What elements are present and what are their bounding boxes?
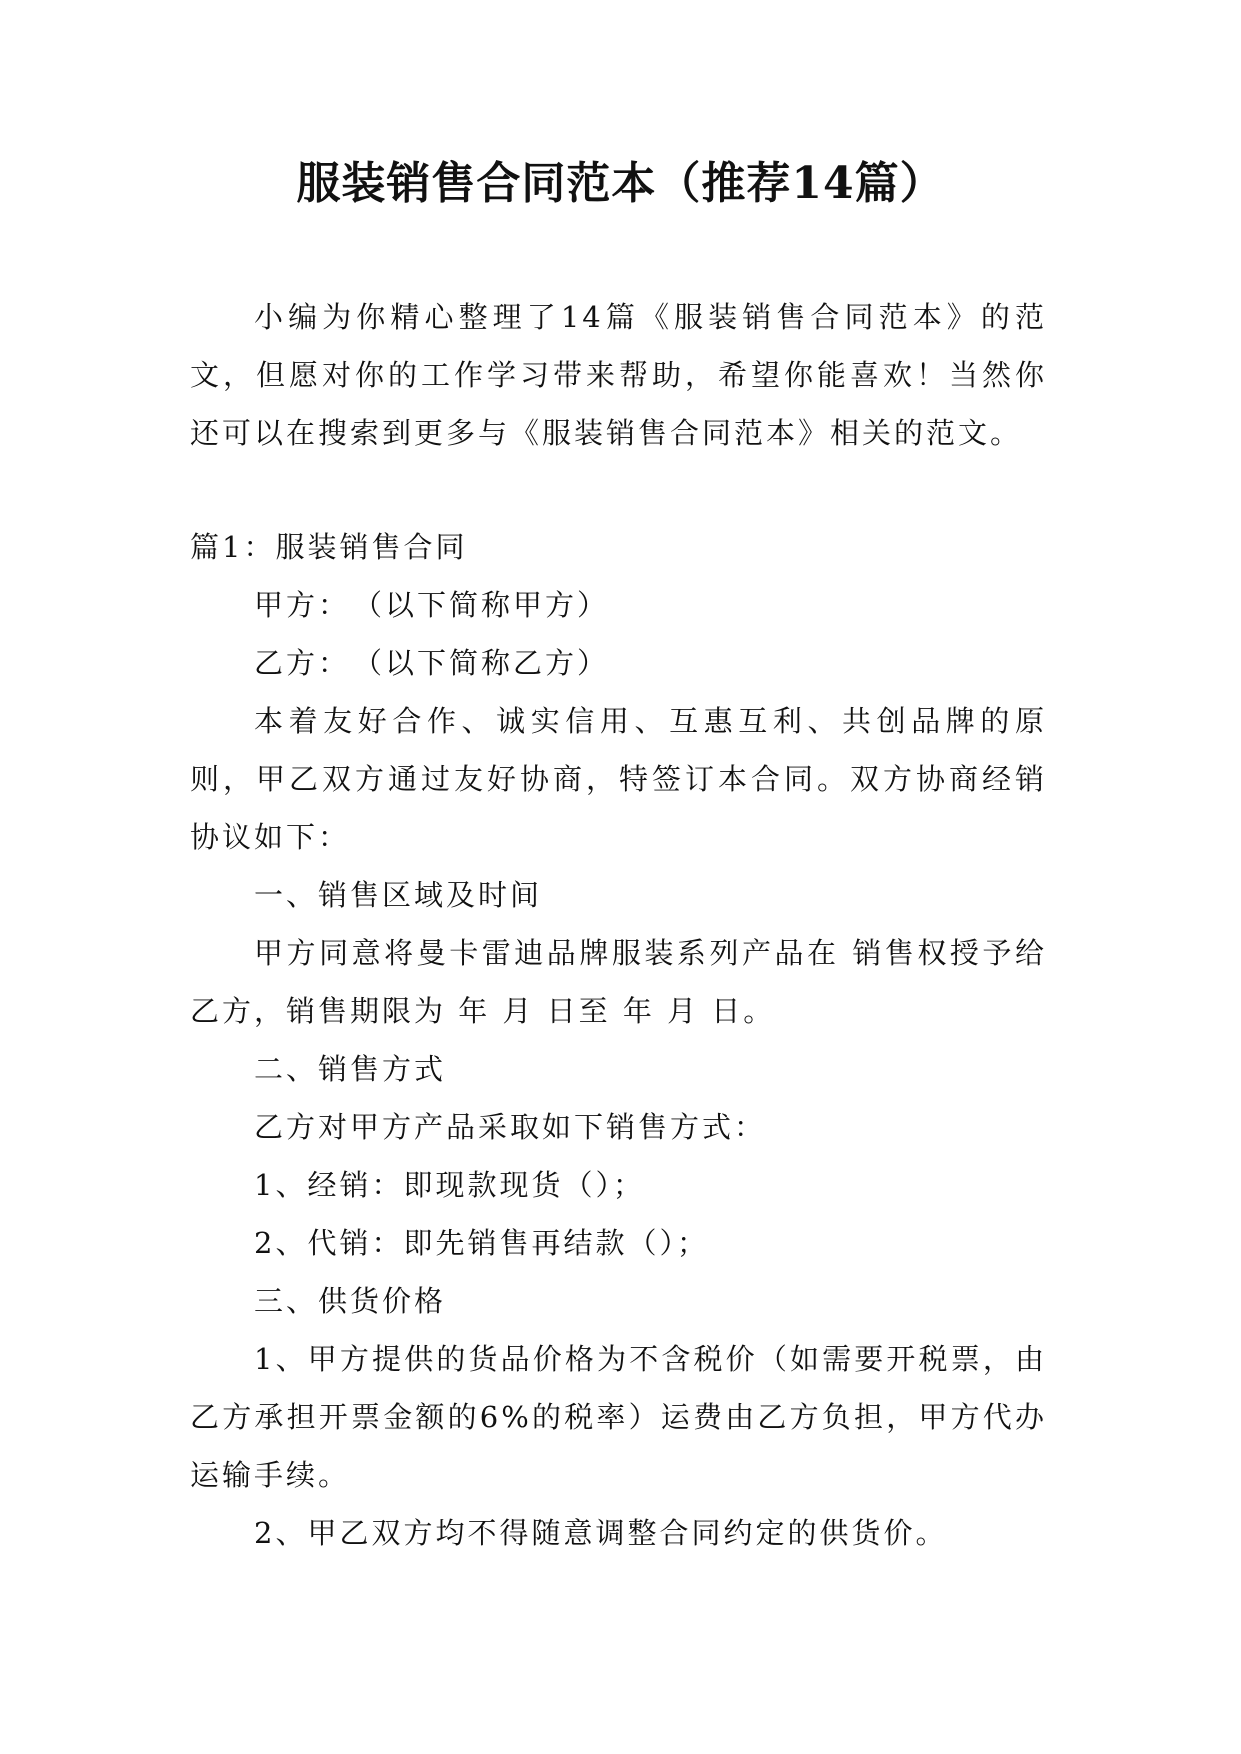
party-b-line: 乙方： （以下简称乙方）	[254, 646, 610, 680]
clause-1-heading: 一、销售区域及时间	[254, 878, 543, 912]
preamble-paragraph: 本着友好合作、诚实信用、互惠互利、共创品牌的原则，甲乙双方通过友好协商，特签订本合同。双方协商经销协议如下：	[190, 704, 1047, 854]
document-title: 服装销售合同范本（推荐14篇）	[296, 158, 945, 209]
clause-3-heading: 三、供货价格	[254, 1284, 447, 1318]
document-body	[190, 288, 1047, 1562]
clause-2-item-2: 2、代销：即先销售再结款（）；	[254, 1226, 709, 1260]
intro-paragraph: 小编为你精心整理了14篇《服装销售合同范本》的范文，但愿对你的工作学习带来帮助，希望你能喜欢！当然你还可以在搜索到更多与《服装销售合同范本》相关的范文。	[190, 300, 1047, 450]
clause-2-text: 乙方对甲方产品采取如下销售方式：	[254, 1110, 767, 1144]
clause-2-item-1: 1、经销：即现款现货（）；	[254, 1168, 645, 1202]
clause-3-item-1: 1、甲方提供的货品价格为不含税价（如需要开税票，由乙方承担开票金额的6%的税率）运费由乙方负担，甲方代办运输手续。	[190, 1342, 1047, 1492]
party-a-line: 甲方： （以下简称甲方）	[254, 588, 610, 622]
clause-3-item-2: 2、甲乙双方均不得随意调整合同约定的供货价。	[254, 1516, 948, 1550]
clause-1-text: 甲方同意将曼卡雷迪品牌服装系列产品在 销售权授予给乙方，销售期限为 年 月 日至 年 月 日。	[190, 936, 1047, 1028]
clause-2-heading: 二、销售方式	[254, 1052, 447, 1086]
section-heading: 篇1：服装销售合同	[190, 530, 468, 564]
